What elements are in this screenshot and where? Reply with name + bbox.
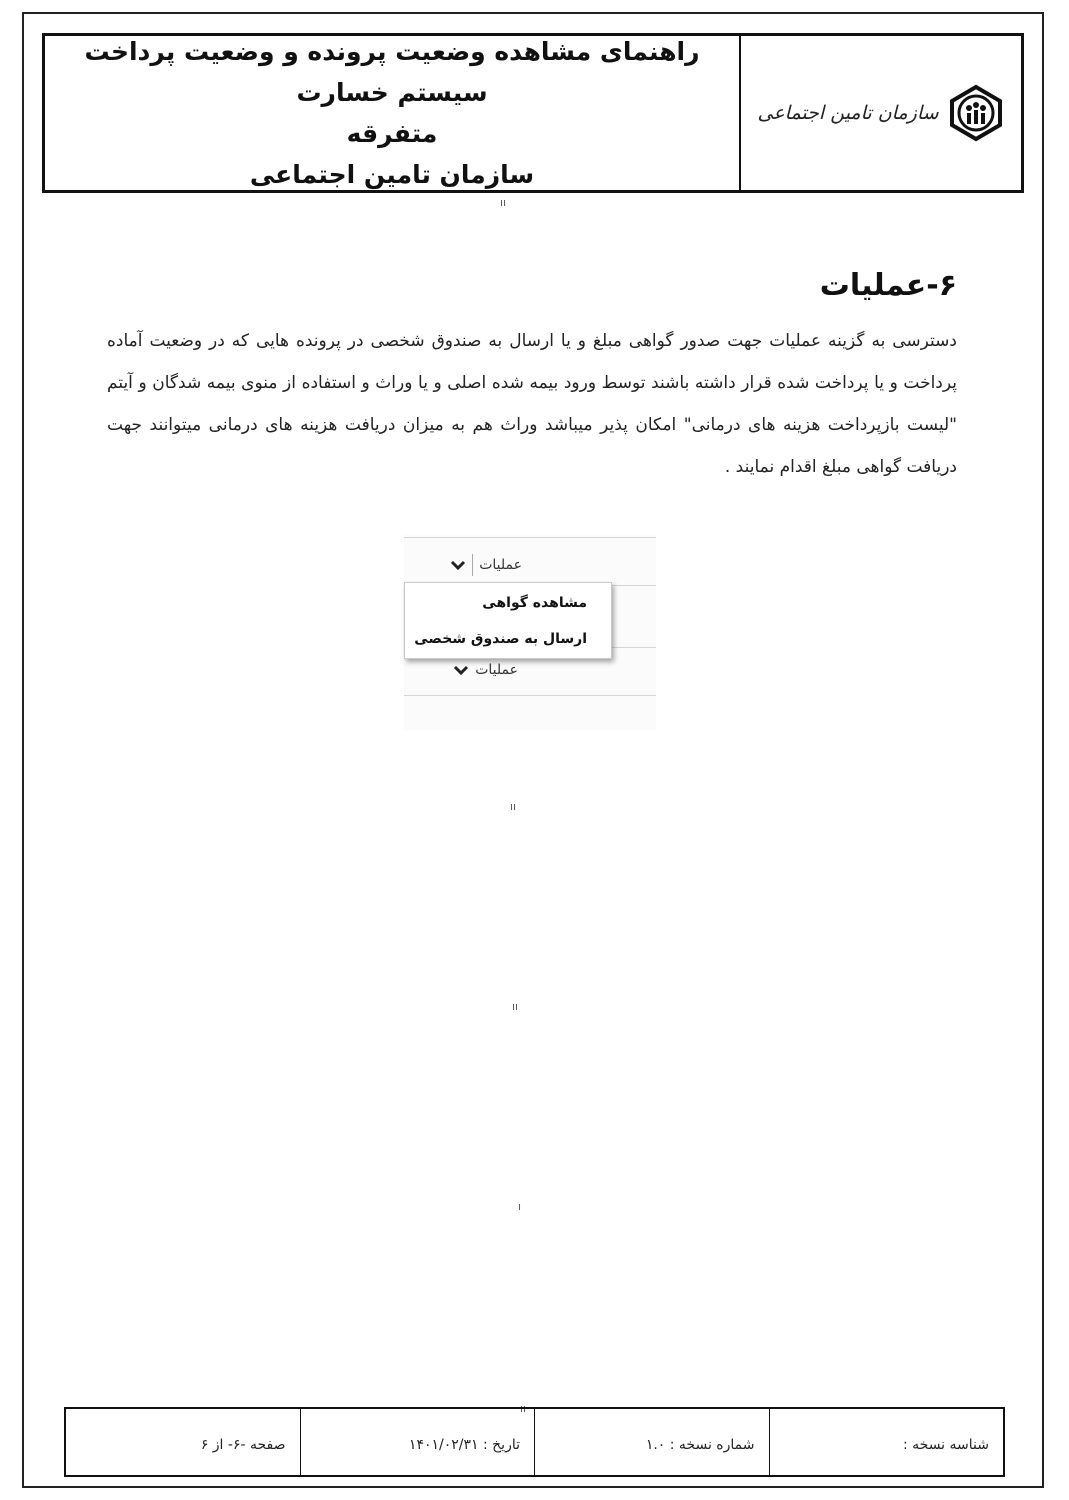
menu-item-send-to-personal-fund[interactable]: ارسال به صندوق شخصی bbox=[414, 631, 587, 647]
organization-logo-icon bbox=[947, 84, 1005, 142]
scan-speck: ıı bbox=[520, 1402, 527, 1415]
chevron-down-icon[interactable] bbox=[450, 559, 466, 571]
logo-text: سازمان تامین اجتماعی bbox=[757, 102, 939, 124]
scan-speck: ıı bbox=[512, 1000, 519, 1013]
footer-version: شماره نسخه : ۱.۰ bbox=[534, 1409, 769, 1475]
dropdown-separator bbox=[472, 554, 473, 576]
scan-speck: ıı bbox=[500, 196, 507, 209]
header-title-line-1: راهنمای مشاهده وضعیت پرونده و وضعیت پرداخت سیستم خسارت bbox=[84, 37, 700, 107]
scan-speck: ı bbox=[518, 1200, 522, 1213]
operations-dropdown-label: عملیات bbox=[475, 662, 518, 678]
footer-page-number: صفحه -۶- از ۶ bbox=[200, 1437, 286, 1453]
header-logo bbox=[739, 36, 1021, 190]
header-title bbox=[45, 36, 739, 190]
chevron-down-icon[interactable] bbox=[453, 664, 469, 676]
menu-item-view-certificate[interactable]: مشاهده گواهی bbox=[482, 595, 587, 611]
section-paragraph: دسترسی به گزینه عملیات جهت صدور گواهی مبلغ و یا ارسال به صندوق شخصی در پرونده هایی که در وضعیت آماده پرداخت و یا پرداخت شده قرار داشته باشند توسط ورود بیمه شده اصلی و یا وراث و استفاده از منوی بیمه شدگان و آیتم "لیست بازپرداخت هزینه های درمانی" امکان پذیر میباشد وراث هم به میزان دریافت هزینه های درمانی میتوانند جهت دریافت گواهی مبلغ اقدام نمایند . bbox=[107, 331, 957, 477]
header-title-line-3: سازمان تامین اجتماعی bbox=[249, 160, 535, 189]
document-footer bbox=[64, 1407, 1005, 1477]
page-frame bbox=[22, 12, 1044, 1488]
footer-doc-id: شناسه نسخه : bbox=[769, 1409, 1004, 1475]
document-header bbox=[42, 33, 1024, 193]
table-row-divider bbox=[404, 695, 656, 696]
operations-menu-screenshot bbox=[404, 535, 656, 730]
table-row-divider bbox=[404, 537, 656, 538]
operations-dropdown[interactable] bbox=[450, 554, 522, 576]
footer-date: تاریخ : ۱۴۰۱/۰۲/۳۱ bbox=[300, 1409, 535, 1475]
operations-dropdown-menu bbox=[404, 582, 612, 659]
header-title-line-2: متفرقه bbox=[346, 119, 438, 148]
operations-dropdown-secondary[interactable] bbox=[453, 659, 518, 681]
section-heading: ۶-عملیات bbox=[819, 268, 957, 303]
operations-dropdown-label: عملیات bbox=[479, 557, 522, 573]
scan-speck: ıı bbox=[510, 800, 517, 813]
